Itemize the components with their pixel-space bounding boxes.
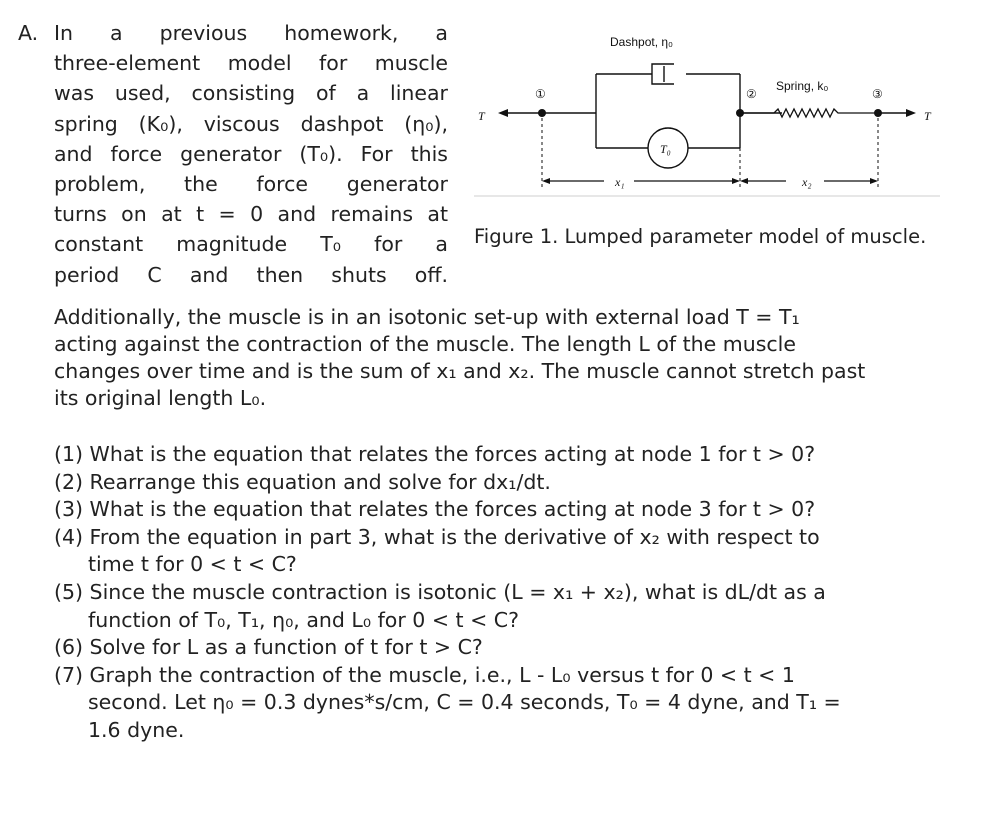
question-item: (4) From the equation in part 3, what is the derivative of x₂ with respect to time t for 0 < t < C? bbox=[54, 524, 820, 577]
dashpot-symbol bbox=[652, 64, 674, 84]
tension-right-arrow-icon bbox=[906, 109, 916, 117]
node-3-label: ③ bbox=[872, 87, 883, 101]
isotonic-paragraph: Additionally, the muscle is in an isotonic set-up with external load T = T₁ acting against the contraction of the muscle. The length L of the muscle changes over time and is the sum of x₁ and x₂. The muscle cannot stretch past its original length L₀. bbox=[54, 305, 866, 410]
intro-line: In a previous homework, a bbox=[54, 21, 448, 45]
force-generator-label: T₀ bbox=[660, 142, 671, 156]
node-1-dot bbox=[538, 109, 546, 117]
tension-left-arrow-icon bbox=[498, 109, 508, 117]
spring-label: Spring, k₀ bbox=[776, 79, 829, 93]
question-list bbox=[54, 441, 866, 745]
x2-label: x₂ bbox=[802, 175, 812, 189]
question-item: (7) Graph the contraction of the muscle, i.e., L - L₀ versus t for 0 < t < 1 second. Let η₀ = 0.3 dynes*s/cm, C = 0.4 seconds, T₀ = 4 dyne, and T₁ = 1.6 dyne. bbox=[54, 662, 841, 742]
question-item: (2) Rearrange this equation and solve for dx₁/dt. bbox=[54, 469, 551, 494]
question-item: (6) Solve for L as a function of t for t > C? bbox=[54, 635, 483, 660]
node-2-dot bbox=[736, 109, 744, 117]
x2-arrow-right-icon bbox=[870, 178, 878, 184]
dashpot-label: Dashpot, η₀ bbox=[610, 35, 674, 49]
muscle-model-diagram bbox=[474, 28, 940, 208]
intro-line: three-element model for muscle bbox=[54, 51, 448, 76]
tension-left-label: T bbox=[478, 109, 485, 123]
intro-line: constant magnitude T₀ for a bbox=[54, 232, 448, 257]
intro-line: spring (K₀), viscous dashpot (η₀), bbox=[54, 111, 448, 136]
node-1-label: ① bbox=[535, 87, 546, 101]
x1-label: x₁ bbox=[615, 175, 625, 189]
node-2-label: ② bbox=[746, 87, 757, 101]
question-item: (1) What is the equation that relates the forces acting at node 1 for t > 0? bbox=[54, 442, 816, 466]
intro-line: was used, consisting of a linear bbox=[54, 81, 448, 106]
intro-text bbox=[54, 18, 448, 290]
intro-line: period C and then shuts off. bbox=[54, 262, 448, 287]
intro-line: problem, the force generator bbox=[54, 172, 448, 197]
intro-line: and force generator (T₀). For this bbox=[54, 141, 448, 166]
question-item: (5) Since the muscle contraction is isotonic (L = x₁ + x₂), what is dL/dt as a function of T₀, T₁, η₀, and L₀ for 0 < t < C? bbox=[54, 579, 826, 632]
node-3-dot bbox=[874, 109, 882, 117]
problem-label: A. bbox=[18, 21, 39, 45]
figure-caption: Figure 1. Lumped parameter model of muscle. bbox=[474, 225, 927, 248]
tension-right-label: T bbox=[924, 109, 931, 123]
x1-arrow-left-icon bbox=[542, 178, 550, 184]
x1-arrow-right-icon bbox=[732, 178, 740, 184]
muscle-model-figure bbox=[474, 28, 940, 208]
spring-symbol bbox=[740, 109, 878, 117]
question-item: (3) What is the equation that relates the forces acting at node 3 for t > 0? bbox=[54, 497, 816, 522]
x2-arrow-left-icon bbox=[740, 178, 748, 184]
dashed-guides bbox=[542, 118, 878, 190]
intro-line: turns on at t = 0 and remains at bbox=[54, 202, 448, 227]
